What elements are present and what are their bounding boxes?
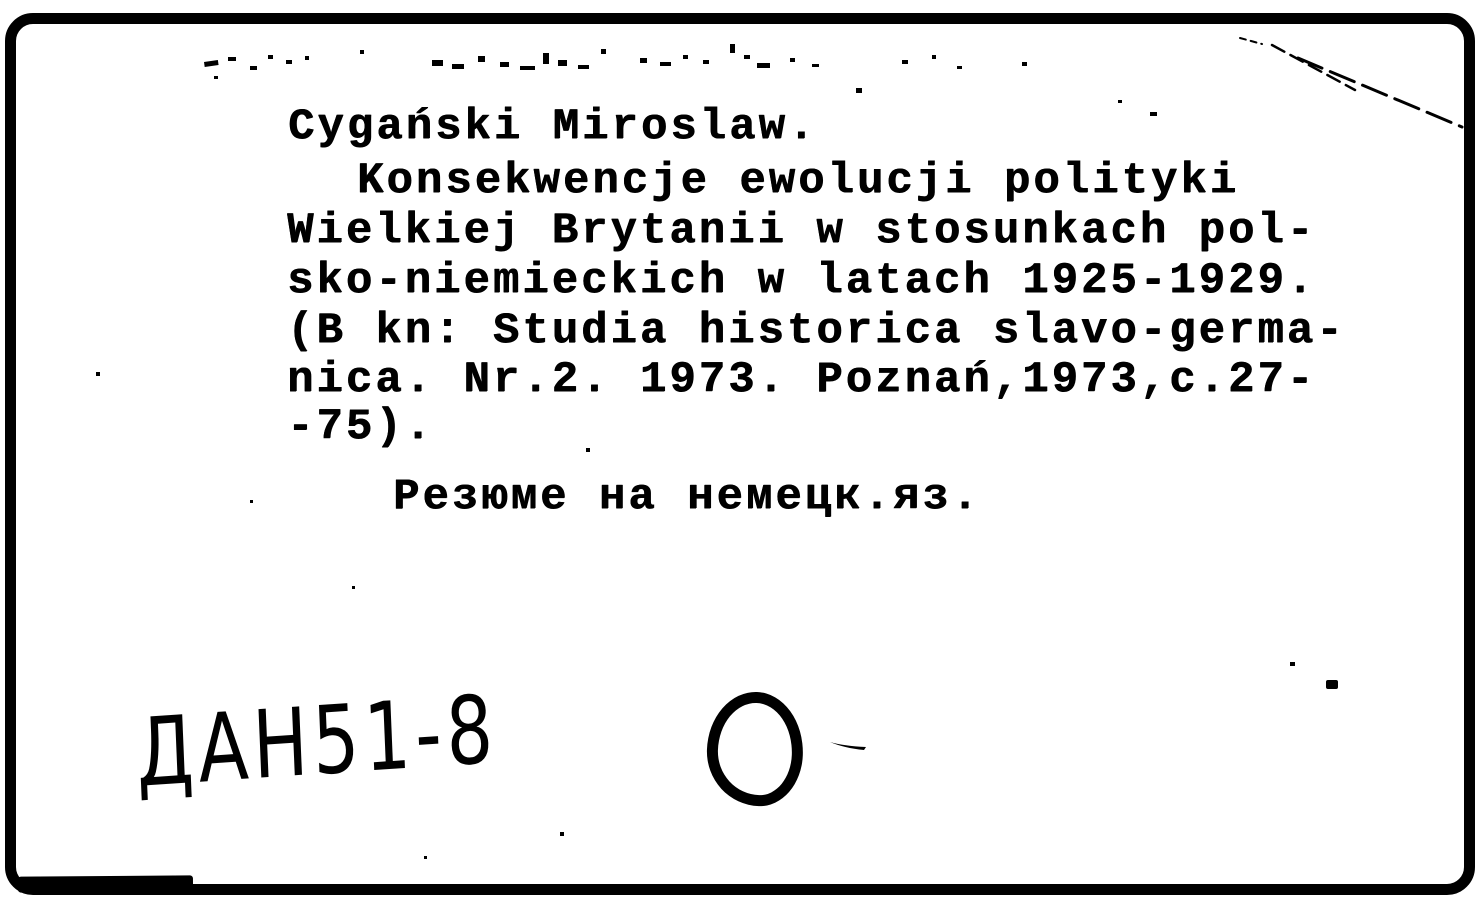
title-line-2: Wielkiej Brytanii w stosunkach pol-	[287, 206, 1317, 256]
title-line-6: -75).	[287, 402, 435, 452]
title-line-4: (B kn: Studia historica slavo-germa-	[287, 306, 1346, 356]
call-number: ДАН51-8	[134, 675, 500, 809]
author-line: Cygański Miroslaw.	[288, 102, 818, 152]
border-smudge	[18, 875, 193, 892]
summary-note: Резюме на немецк.яз.	[393, 472, 982, 522]
title-line-1: Konsekwencje ewolucji polityki	[357, 156, 1240, 206]
title-line-5: nica. Nr.2. 1973. Poznań,1973,c.27-	[287, 355, 1317, 405]
title-line-3: sko-niemieckich w latach 1925-1929.	[287, 256, 1317, 306]
